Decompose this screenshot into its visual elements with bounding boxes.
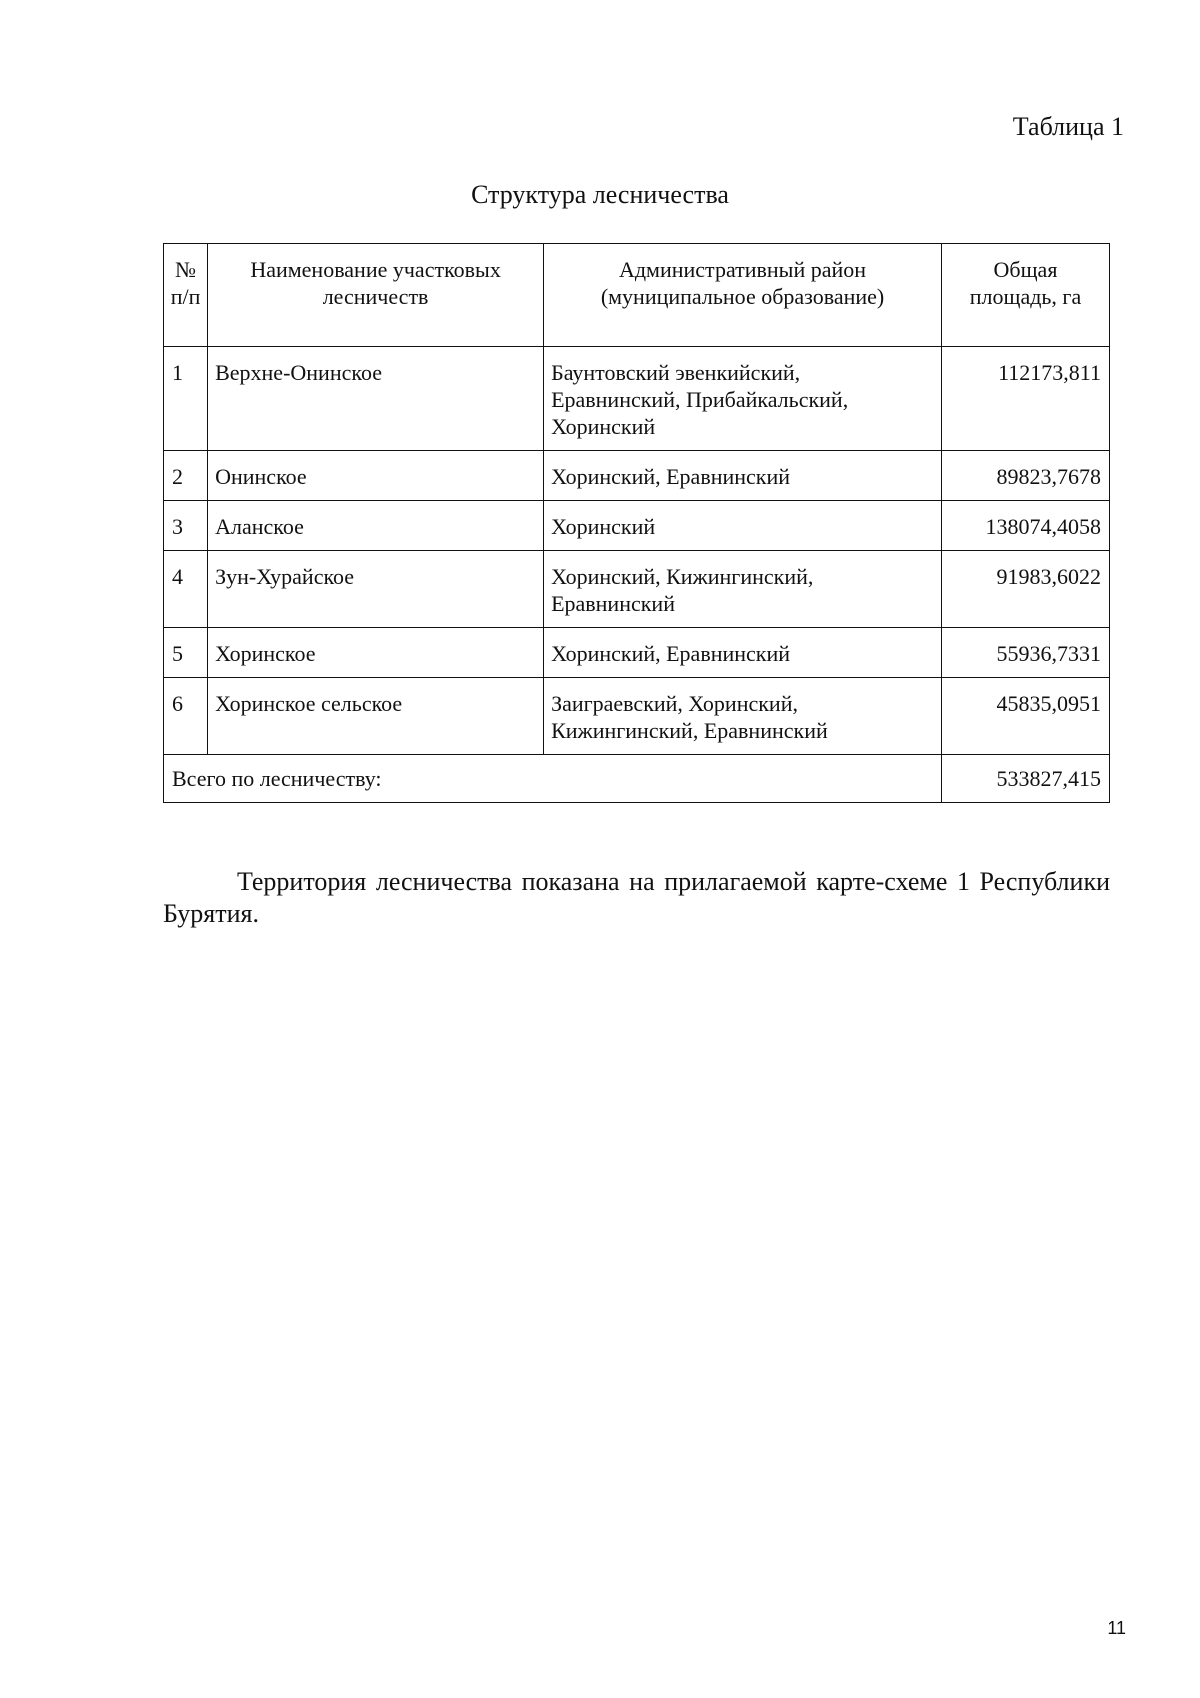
row-district: Хоринский <box>544 501 942 551</box>
row-name: Хоринское сельское <box>208 678 544 755</box>
header-area: Общая площадь, га <box>941 244 1109 347</box>
table-row <box>164 451 1110 501</box>
row-name: Зун-Хурайское <box>208 551 544 628</box>
row-num: 2 <box>164 451 208 501</box>
forestry-structure-table <box>163 243 1110 803</box>
total-area: 533827,415 <box>941 755 1109 803</box>
table-row <box>164 678 1110 755</box>
row-name: Верхне-Онинское <box>208 347 544 451</box>
row-area: 89823,7678 <box>941 451 1109 501</box>
table-row <box>164 628 1110 678</box>
table-row <box>164 551 1110 628</box>
table-label: Таблица 1 <box>1012 112 1124 141</box>
row-district: Хоринский, Кижингинский, Еравнинский <box>544 551 942 628</box>
header-district: Административный район (муниципальное образование) <box>544 244 942 347</box>
header-num: № п/п <box>164 244 208 347</box>
page-number: 11 <box>1107 1618 1126 1638</box>
row-district: Заиграевский, Хоринский, Кижингинский, Еравнинский <box>544 678 942 755</box>
row-name: Онинское <box>208 451 544 501</box>
row-area: 138074,4058 <box>941 501 1109 551</box>
row-name: Аланское <box>208 501 544 551</box>
row-num: 6 <box>164 678 208 755</box>
table-total-row <box>164 755 1110 803</box>
row-area: 112173,811 <box>941 347 1109 451</box>
row-name: Хоринское <box>208 628 544 678</box>
row-district: Баунтовский эвенкийский, Еравнинский, Прибайкальский, Хоринский <box>544 347 942 451</box>
row-num: 3 <box>164 501 208 551</box>
row-num: 1 <box>164 347 208 451</box>
header-name: Наименование участковых лесничеств <box>208 244 544 347</box>
row-area: 91983,6022 <box>941 551 1109 628</box>
row-num: 4 <box>164 551 208 628</box>
row-num: 5 <box>164 628 208 678</box>
row-area: 45835,0951 <box>941 678 1109 755</box>
table-title: Структура лесничества <box>471 180 729 209</box>
table-row <box>164 501 1110 551</box>
row-area: 55936,7331 <box>941 628 1109 678</box>
territory-paragraph: Территория лесничества показана на прилагаемой карте-схеме 1 Республики Бурятия. <box>163 867 1110 928</box>
table-header-row <box>164 244 1110 347</box>
table-row <box>164 347 1110 451</box>
row-district: Хоринский, Еравнинский <box>544 451 942 501</box>
row-district: Хоринский, Еравнинский <box>544 628 942 678</box>
total-label: Всего по лесничеству: <box>164 755 942 803</box>
